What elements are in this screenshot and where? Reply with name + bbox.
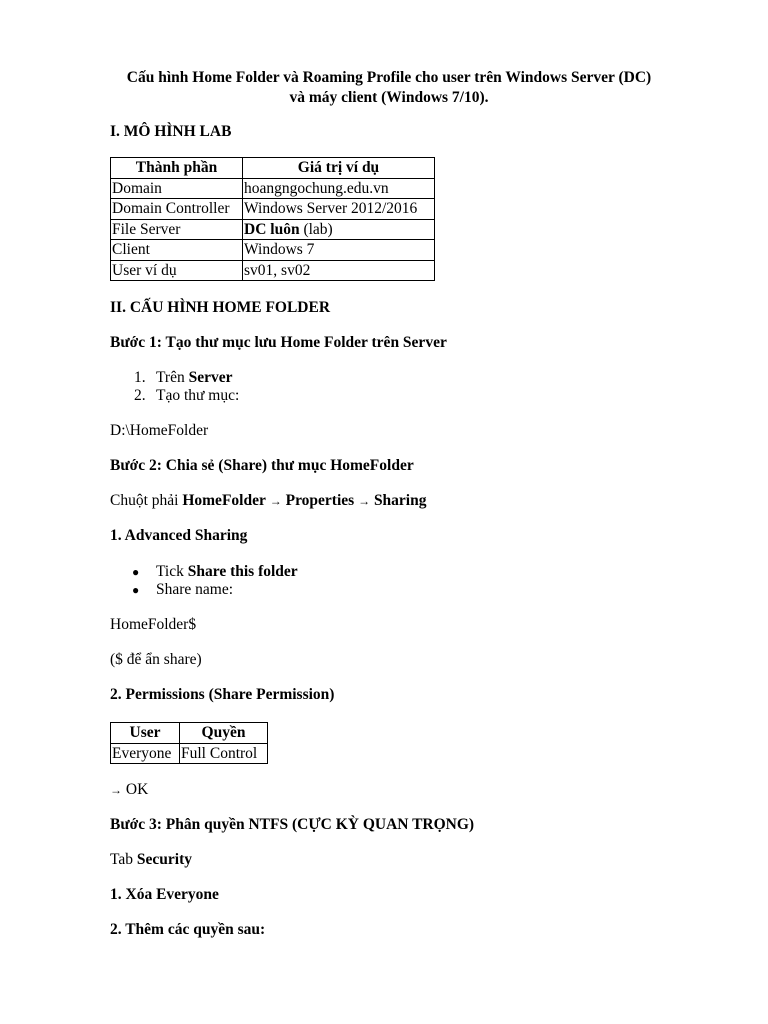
table-cell: Client bbox=[111, 240, 243, 261]
step-1-heading: Bước 1: Tạo thư mục lưu Home Folder trên Server bbox=[110, 334, 447, 351]
list-item bbox=[110, 369, 510, 387]
table-row bbox=[111, 219, 435, 240]
table-cell: File Server bbox=[111, 219, 243, 240]
bold-text: Server bbox=[188, 369, 233, 386]
table-row bbox=[111, 240, 435, 261]
table-cell: Windows 7 bbox=[243, 240, 435, 261]
ok-text: OK bbox=[122, 781, 149, 798]
table-row bbox=[111, 199, 435, 220]
step-1-list bbox=[110, 369, 510, 405]
permissions-heading: 2. Permissions (Share Permission) bbox=[110, 686, 335, 703]
bold-text: DC luôn bbox=[244, 220, 300, 238]
title-line-1: Cấu hình Home Folder và Roaming Profile cho user trên Windows Server (DC) bbox=[126, 69, 652, 86]
table-cell: Everyone bbox=[111, 743, 180, 764]
table-row bbox=[111, 260, 435, 281]
cell-suffix: (lab) bbox=[299, 220, 333, 238]
table-cell: Domain bbox=[111, 178, 243, 199]
table-cell bbox=[243, 219, 435, 240]
arrow-icon: → bbox=[110, 783, 122, 797]
right-click-instruction bbox=[110, 492, 427, 510]
bold-text: Share this folder bbox=[187, 563, 298, 580]
list-text: Trên bbox=[156, 369, 189, 386]
step-2-heading: Bước 2: Chia sẻ (Share) thư mục HomeFolder bbox=[110, 457, 414, 474]
section-heading-lab: I. MÔ HÌNH LAB bbox=[110, 123, 232, 140]
bullet-icon: ● bbox=[132, 565, 140, 579]
list-text: Tick bbox=[156, 563, 188, 580]
table-cell: Domain Controller bbox=[111, 199, 243, 220]
header-cell: Quyền bbox=[180, 723, 268, 744]
arrow-icon: → bbox=[269, 494, 282, 508]
hidden-share-note: ($ để ẩn share) bbox=[110, 651, 202, 668]
list-number: 2. bbox=[134, 387, 146, 404]
list-item bbox=[110, 581, 510, 599]
permissions-table bbox=[110, 722, 268, 764]
table-cell: User ví dụ bbox=[111, 260, 243, 281]
add-permissions-heading: 2. Thêm các quyền sau: bbox=[110, 921, 266, 938]
table-header-row bbox=[111, 723, 268, 744]
folder-path: D:\HomeFolder bbox=[110, 422, 209, 439]
lab-table bbox=[110, 157, 435, 281]
table-header-row bbox=[111, 158, 435, 179]
table-cell: hoangngochung.edu.vn bbox=[243, 178, 435, 199]
list-item bbox=[110, 387, 510, 405]
advanced-sharing-list bbox=[110, 563, 510, 599]
remove-everyone-heading: 1. Xóa Everyone bbox=[110, 886, 219, 903]
header-cell: Thành phần bbox=[111, 158, 243, 179]
share-name-value: HomeFolder$ bbox=[110, 616, 197, 633]
arrow-icon: → bbox=[358, 494, 371, 508]
list-text: Tạo thư mục: bbox=[156, 387, 240, 404]
table-cell: sv01, sv02 bbox=[243, 260, 435, 281]
title-line-2: và máy client (Windows 7/10). bbox=[289, 89, 489, 106]
list-number: 1. bbox=[134, 369, 146, 386]
ok-instruction bbox=[110, 781, 148, 799]
document-title bbox=[94, 68, 684, 108]
table-cell: Full Control bbox=[180, 743, 268, 764]
bold-text: Sharing bbox=[373, 492, 427, 509]
bullet-icon: ● bbox=[132, 583, 140, 597]
security-tab-instruction bbox=[110, 851, 192, 869]
table-cell: Windows Server 2012/2016 bbox=[243, 199, 435, 220]
list-text: Share name: bbox=[156, 581, 234, 598]
bold-text: Properties bbox=[285, 492, 355, 509]
table-row bbox=[111, 743, 268, 764]
step-3-heading: Bước 3: Phân quyền NTFS (CỰC KỲ QUAN TRỌNG) bbox=[110, 816, 475, 833]
section-heading-home-folder: II. CẤU HÌNH HOME FOLDER bbox=[110, 299, 331, 316]
header-cell: Giá trị ví dụ bbox=[243, 158, 435, 179]
list-item bbox=[110, 563, 510, 581]
table-row bbox=[111, 178, 435, 199]
instruction-text: Tab bbox=[110, 851, 137, 868]
bold-text: Security bbox=[136, 851, 192, 868]
instruction-text: Chuột phải bbox=[110, 492, 183, 509]
bold-text: HomeFolder bbox=[182, 492, 266, 509]
header-cell: User bbox=[111, 723, 180, 744]
advanced-sharing-heading: 1. Advanced Sharing bbox=[110, 527, 248, 544]
